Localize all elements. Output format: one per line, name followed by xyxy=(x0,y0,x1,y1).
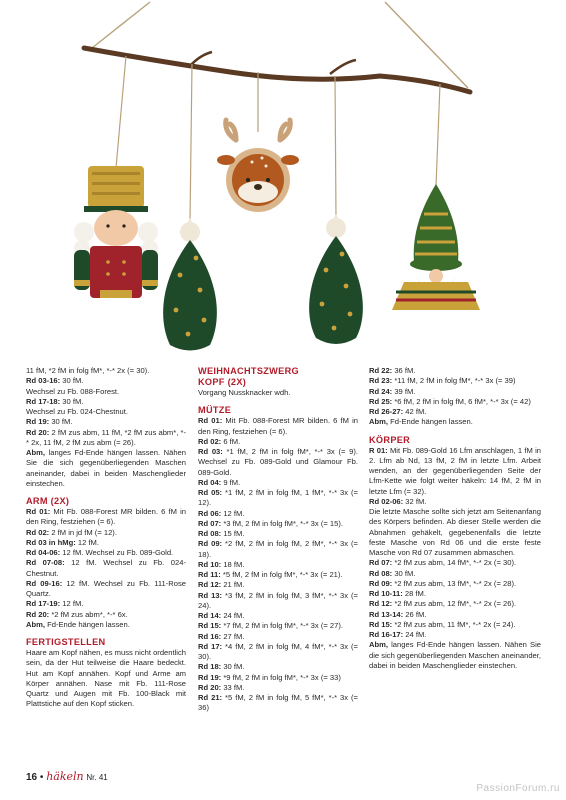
ornaments-photo xyxy=(0,0,566,360)
section-heading-arm: ARM (2X) xyxy=(26,496,70,506)
gnome-ornament xyxy=(392,184,480,310)
page-footer xyxy=(26,770,108,783)
ornaments-illustration xyxy=(0,0,566,360)
column-1 xyxy=(26,366,186,710)
column-3 xyxy=(369,366,541,671)
watermark: PassionForum.ru xyxy=(476,783,560,794)
text-block: R 01: Mit Fb. 089-Gold 16 Lfm anschlagen, 1 fM in 2. Lfm ab Nd, 13 fM, 2 fM in letzte Lfm. Arbeit wenden, an der gegenüberliegenden Seite der Lfm-Kette wie folgt weiter häkeln: 14 fM, 2 fM in letzte Lfm (= 32). Rd 02-06: 32 fM. Die letzte Masche sollte sich jetzt am Seitenanfang des Körpers befinden. Ab dieser Stelle werden die Abnahmen gehäkelt, gegebenenfalls die letzte feste Masche von Rd 06 und die erste feste Masche von Rd 07 zusammen abmaschen. Rd 07: *2 fM zus abm, 14 fM*, *-* 2x (= 30). Rd 08: 30 fM. Rd 09: *2 fM zus abm, 13 fM*, *-* 2x (= 28). Rd 10-11: 28 fM. Rd 12: *2 fM zus abm, 12 fM*, *-* 2x (= 26). Rd 13-14: 26 fM. Rd 15: *2 fM zus abm, 11 fM*, *-* 2x (= 24). Rd 16-17: 24 fM. Abm, langes Fd-Ende hängen lassen. Nähen Sie die sich gegenüberliegenden Maschen aneinander, dabei in beiden Maschenglieder einstechen. xyxy=(369,445,541,670)
text-block: Rd 22: 36 fM. Rd 23: *11 fM, 2 fM in folg fM*, *-* 3x (= 39) Rd 24: 39 fM. Rd 25: *6 fM, 2 fM in folg fM, 6 fM*, *-* 3x (= 42) Rd 26-27: 42 fM. Abm, Fd-Ende hängen lassen. xyxy=(369,366,531,427)
text-block: Haare am Kopf nähen, es muss nicht ordentlich sein, da der Hut teilweise die Haare bedeckt. Hut am Kopf annähen. Kopf und Arme am Körper annähen. Nase mit Fb. 111-Rose Quartz und Augen mit Fb. 100-Black mit Plattstiche auf den Kopf sticken. xyxy=(26,648,186,709)
section-heading-fertigstellen: FERTIGSTELLEN xyxy=(26,637,106,647)
column-2 xyxy=(198,366,358,714)
reindeer-ornament xyxy=(217,120,299,212)
issue-number: Nr. 41 xyxy=(86,773,108,782)
footer-bullet: • xyxy=(39,772,44,783)
magazine-logo: häkeln xyxy=(46,770,84,783)
section-heading-kopf: KOPF (2X) xyxy=(198,377,247,387)
section-heading-weihnachtszwerg: WEIHNACHTSZWERG xyxy=(198,366,299,376)
section-heading-koerper: KÖRPER xyxy=(369,434,411,445)
nutcracker-ornament xyxy=(74,166,158,298)
text-block: Rd 01: Mit Fb. 088-Forest MR bilden. 6 fM in den Ring, festziehen (= 6). Rd 02: 2 fM in jd fM (= 12). Rd 03 in hMg: 12 fM. Rd 04-06: 12 fM. Wechsel zu Fb. 089-Gold. Rd 07-08: 12 fM. Wechsel zu Fb. 024-Chestnut. Rd 09-16: 12 fM. Wechsel zu Fb. 111-Rose Quartz. Rd 17-19: 12 fM. Rd 20: *2 fM zus abm*, *-* 6x. Abm, Fd-Ende hängen lassen. xyxy=(26,507,187,629)
branch xyxy=(84,48,470,92)
text-block: Rd 01: Mit Fb. 088-Forest MR bilden. 6 fM in den Ring, festziehen (= 6). Rd 02: 6 fM. Rd 03: *1 fM, 2 fM in folg fM*, *-* 3x (= 9). Wechsel zu Fb. 089-Gold und Glamour Fb. 089-Gold. Rd 04: 9 fM. Rd 05: *1 fM, 2 fM in folg fM, 1 fM*, *-* 3x (= 12). Rd 06: 12 fM. Rd 07: *3 fM, 2 fM in folg fM*, *-* 3x (= 15). Rd 08: 15 fM. Rd 09: *2 fM, 2 fM in folg fM, 2 fM*, *-* 3x (= 18). Rd 10: 18 fM. Rd 11: *5 fM, 2 fM in folg fM*, *-* 3x (= 21). Rd 12: 21 fM. Rd 13: *3 fM, 2 fM in folg fM, 3 fM*, *-* 3x (= 24). Rd 14: 24 fM. Rd 15: *7 fM, 2 fM in folg fM*, *-* 3x (= 27). Rd 16: 27 fM. Rd 17: *4 fM, 2 fM in folg fM, 4 fM*, *-* 3x (= 30). Rd 18: 30 fM. Rd 19: *9 fM, 2 fM in folg fM*, *-* 3x (= 33) Rd 20: 33 fM. Rd 21: *5 fM, 2 fM in folg fM, 5 fM*, *-* 3x (= 36) xyxy=(198,416,358,713)
text-block: Vorgang Nussknacker wdh. xyxy=(198,388,291,397)
section-heading-muetze: MÜTZE xyxy=(198,405,232,416)
tree-ornament xyxy=(163,218,217,351)
text-block: 11 fM, *2 fM in folg fM*, *-* 2x (= 30). Rd 03-16: 30 fM. Wechsel zu Fb. 088-Forest. Rd 17-18: 30 fM. Wechsel zu Fb. 024-Chestnut. Rd 19: 30 fM. Rd 20: 2 fM zus abm, 11 fM, *2 fM zus abm*, *-* 2x, 11 fM, 2 fM zus abm (= 26). Abm, langes Fd-Ende hängen lassen. Nähen Sie die sich gegenüberliegenden Maschen aneinander, dabei in beiden Maschenglieder einstechen. xyxy=(26,366,186,488)
tree-ornament xyxy=(309,214,363,344)
page-number: 16 xyxy=(26,772,38,783)
